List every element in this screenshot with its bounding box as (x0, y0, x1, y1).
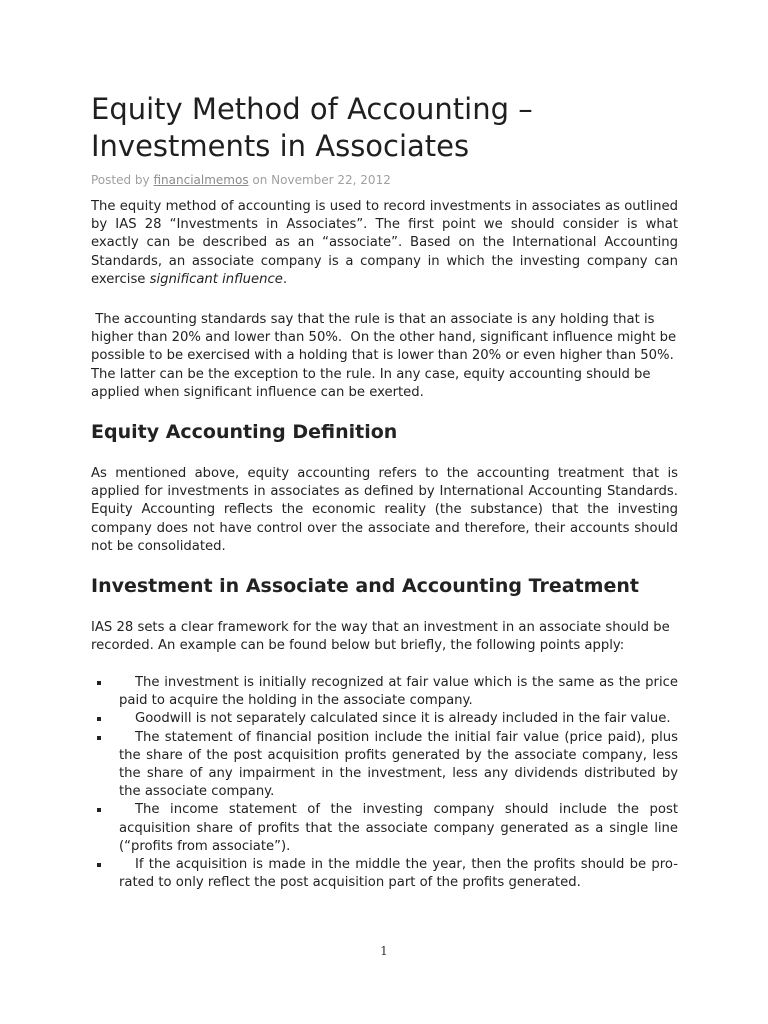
section-heading-accounting-treatment: Investment in Associate and Accounting Treatment (91, 575, 639, 597)
intro-end: . (282, 271, 288, 287)
intro-text: The equity method of accounting is used to record investments in associates as outlined by IAS 28 “Investments in Associates”. The first point we should consider is what exactly can be described as an “associate”. Based on the International Accounting Standards, an associate company is a company in which the investing company can exercise (91, 199, 678, 287)
section-heading-equity-definition: Equity Accounting Definition (91, 421, 398, 443)
byline-prefix: Posted by (91, 173, 154, 187)
byline-middle: on (248, 173, 272, 187)
byline (91, 172, 391, 188)
list-item-text: The investment is initially recognized at fair value which is the same as the price paid to acquire the holding in the associate company. (119, 675, 678, 709)
list-item (91, 856, 678, 892)
bullet-square-icon (97, 717, 101, 721)
intro-emphasis: significant influence (149, 271, 283, 287)
equity-definition-paragraph: As mentioned above, equity accounting refers to the accounting treatment that is applied for investments in associates as defined by International Accounting Standards. Equity Accounting reflects the economic reality (the substance) that the investing company does not have control over the associate and therefore, their accounts should not be consolidated. (91, 466, 678, 554)
list-item-text: If the acquisition is made in the middle the year, then the profits should be pro-rated to only reflect the post acquisition part of the profits generated. (119, 857, 678, 891)
page-number: 1 (380, 944, 388, 958)
treatment-bullet-list (91, 674, 678, 892)
bullet-square-icon (97, 736, 101, 740)
treatment-intro-paragraph: IAS 28 sets a clear framework for the way that an investment in an associate should be recorded. An example can be found below but briefly, the following points apply: (91, 620, 670, 654)
list-item-text: The income statement of the investing company should include the post acquisition share of profits that the associate company generated as a single line (“profits from associate”). (119, 802, 678, 854)
author-link[interactable]: financialmemos (153, 173, 249, 187)
bullet-square-icon (97, 863, 101, 867)
list-item (91, 729, 678, 802)
post-date: November 22, 2012 (271, 173, 391, 187)
list-item-text: The statement of financial position include the initial fair value (price paid), plus the share of the post acquisition profits generated by the associate company, less the share of any impairment in the investment, less any dividends distributed by the associate company. (119, 729, 678, 800)
list-item (91, 801, 678, 856)
bullet-square-icon (97, 808, 101, 812)
list-item-text: Goodwill is not separately calculated since it is already included in the fair value. (135, 711, 671, 727)
article-title: Equity Method of Accounting – Investments in Associates (91, 92, 533, 163)
bullet-square-icon (97, 681, 101, 685)
intro-paragraph (91, 198, 678, 289)
list-item (91, 674, 678, 710)
rule-paragraph: The accounting standards say that the rule is that an associate is any holding that is higher than 20% and lower than 50%. On the other hand, significant influence might be possible to be exercised with a holding that is lower than 20% or even higher than 50%. The latter can be the exception to the rule. In any case, equity accounting should be applied when significant influence can be exerted. (91, 312, 681, 400)
list-item (91, 710, 678, 728)
